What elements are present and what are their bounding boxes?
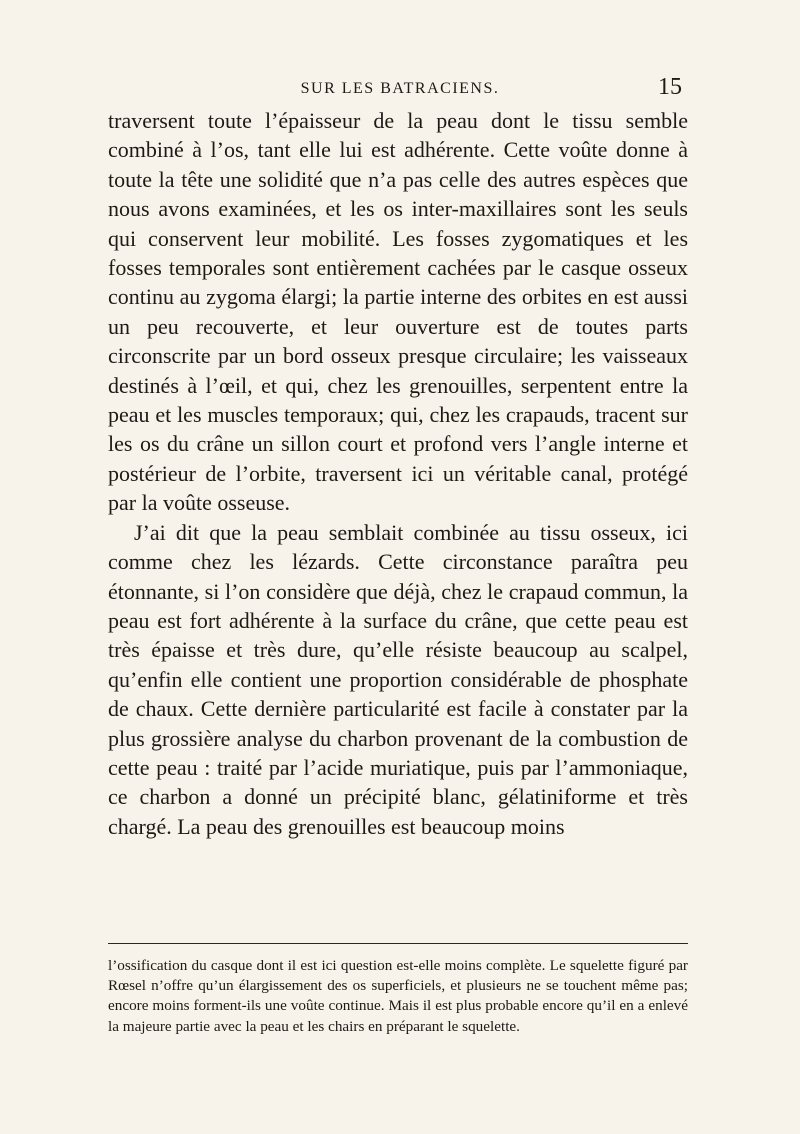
footnote: l’ossification du casque dont il est ici question est-elle moins complète. Le squelette figuré par Rœsel n’offre qu’un élargissement des os superficiels, et plusieurs ne se touchent même pas; encore moins forment-ils une voûte continue. Mais il est plus probable encore qu’il en a enlevé la majeure partie avec la peau et les chairs en préparant le squelette. [108, 957, 688, 1035]
running-title: SUR LES BATRACIENS. [300, 80, 500, 97]
page-number: 15 [658, 74, 682, 100]
running-head [0, 74, 800, 106]
footnote-rule [108, 943, 688, 944]
paragraph: J’ai dit que la peau semblait combinée au tissu osseux, ici comme chez les lézards. Cette circonstance paraîtra peu étonnante, si l’on considère que déjà, chez le crapaud commun, la peau est fort adhérente à la surface du crâne, que cette peau est très épaisse et très dure, qu’elle résiste beaucoup au scalpel, qu’enfin elle contient une proportion considérable de phosphate de chaux. Cette dernière particularité est facile à constater par la plus grossière analyse du charbon provenant de la combustion de cette peau : traité par l’acide muriatique, puis par l’ammoniaque, ce charbon a donné un précipité blanc, gélatiniforme et très chargé. La peau des grenouilles est beaucoup moins [108, 519, 688, 839]
body-text [108, 106, 688, 841]
paragraph: traversent toute l’épaisseur de la peau dont le tissu semble combiné à l’os, tant elle lui est adhérente. Cette voûte donne à toute la tête une solidité que n’a pas celle des autres espèces que nous avons examinées, et les os inter-maxillaires sont les seuls qui conservent leur mobilité. Les fosses zygomatiques et les fosses temporales sont entièrement cachées par le casque osseux continu au zygoma élargi; la partie interne des orbites en est aussi un peu recouverte, et leur ouverture est de toutes parts circonscrite par un bord osseux presque circulaire; les vaisseaux destinés à l’œil, et qui, chez les grenouilles, serpentent entre la peau et les muscles temporaux; qui, chez les crapauds, tracent sur les os du crâne un sillon court et profond vers l’angle interne et postérieur de l’orbite, traversent ici un véritable canal, protégé par la voûte osseuse. [108, 108, 688, 516]
